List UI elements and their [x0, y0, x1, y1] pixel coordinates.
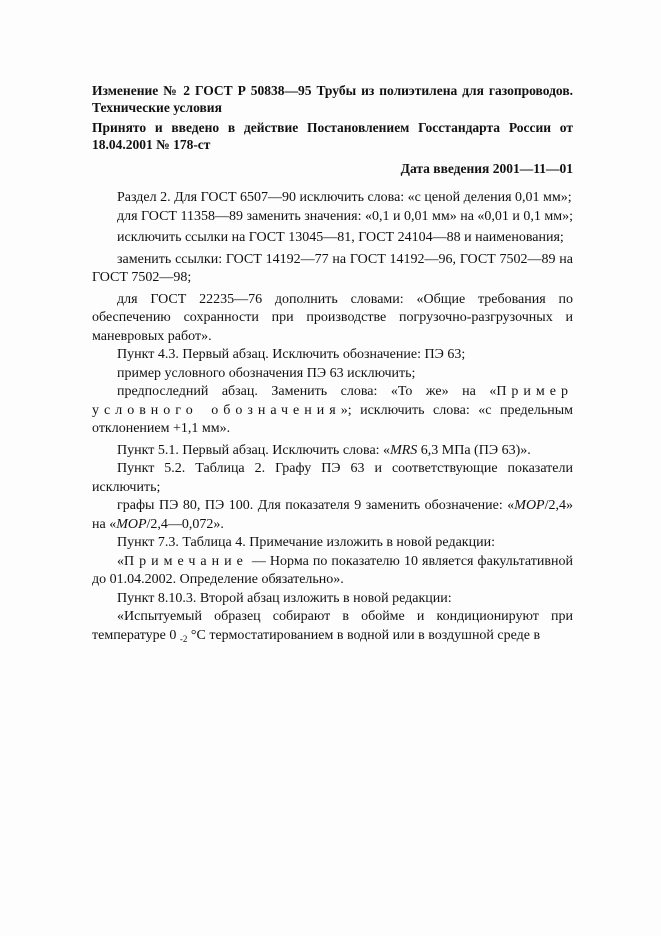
paragraph-exclude-refs: исключить ссылки на ГОСТ 13045—81, ГОСТ 24104—88 и наименования; [117, 230, 564, 245]
paragraph-penultimate [92, 383, 573, 439]
note-a: « [117, 553, 124, 569]
paragraph-clause-4-3: Пункт 4.3. Первый абзац. Исключить обозначение: ПЭ 63; [117, 347, 466, 362]
columns-e: /2,4—0,072». [146, 516, 224, 532]
paragraph-gost-11358: для ГОСТ 11358—89 заменить значения: «0,1 и 0,01 мм» на «0,01 и 0,1 мм»; [117, 208, 574, 224]
spaced-note-word: Примечание [124, 553, 248, 569]
effective-date: Дата введения 2001—11—01 [400, 161, 573, 176]
document-content [92, 82, 573, 648]
adoption-statement: Принято и введено в действие Постановлением Госстандарта России от 18.04.2001 № 178-ст [92, 120, 573, 152]
columns-c: /2,4» на « [92, 498, 573, 532]
paragraph-clause-5-1 [92, 442, 573, 461]
clause-5-1-c: 6,3 МПа (ПЭ 63)». [417, 442, 531, 458]
note-c: — Норма по показателю 10 является факультативной до 01.04.2002. Определение обязательно». [92, 553, 573, 587]
paragraph-columns [92, 497, 573, 534]
mop-term-1: MOP [514, 498, 545, 513]
mrs-term: MRS [390, 442, 418, 458]
clause-5-1-a: Пункт 5.1. Первый абзац. Исключить слова: « [117, 442, 391, 458]
test-sample-a: «Испытуемый образец собирают в обойме и кондиционируют при температуре 0 [92, 609, 573, 643]
paragraph-note [92, 553, 573, 590]
paragraph-clause-8-10-3: Пункт 8.10.3. Второй абзац изложить в новой редакции: [117, 590, 452, 606]
temperature-tolerance: -2 [179, 633, 188, 644]
paragraph-clause-5-2: Пункт 5.2. Таблица 2. Графу ПЭ 63 и соответствующие показатели исключить; [92, 461, 573, 495]
amendment-title: Изменение № 2 ГОСТ Р 50838—95 Трубы из полиэтилена для газопроводов. Технические условия [92, 83, 573, 115]
paragraph-clause-7-3: Пункт 7.3. Таблица 4. Примечание изложить в новой редакции: [117, 535, 495, 550]
paragraph-section-2: Раздел 2. Для ГОСТ 6507—90 исключить слова: «с ценой деления 0,01 мм»; [117, 190, 572, 205]
columns-a: графы ПЭ 80, ПЭ 100. Для показателя 9 заменить обозначение: « [117, 498, 515, 513]
test-sample-c: °С термостатированием в водной или в воздушной среде в [187, 627, 541, 643]
paragraph-penultimate-c: »; исключить слова: «с предельным отклонением +1,1 мм». [92, 402, 573, 436]
paragraph-replace-refs: заменить ссылки: ГОСТ 14192—77 на ГОСТ 14192—96, ГОСТ 7502—89 на ГОСТ 7502—98; [92, 251, 573, 285]
paragraph-gost-22235: для ГОСТ 22235—76 дополнить словами: «Общие требования по обеспечению сохранности при производстве погрузочно-разгрузочных и маневровых работ». [92, 291, 573, 344]
spaced-example-phrase: Пример условного обозначения [92, 384, 573, 418]
paragraph-test-sample [92, 608, 573, 648]
mop-term-2: MOP [116, 516, 147, 532]
paragraph-penultimate-a: предпоследний абзац. Заменить слова: «То же» на « [117, 384, 497, 399]
paragraph-example-exclude: пример условного обозначения ПЭ 63 исключить; [117, 365, 416, 381]
